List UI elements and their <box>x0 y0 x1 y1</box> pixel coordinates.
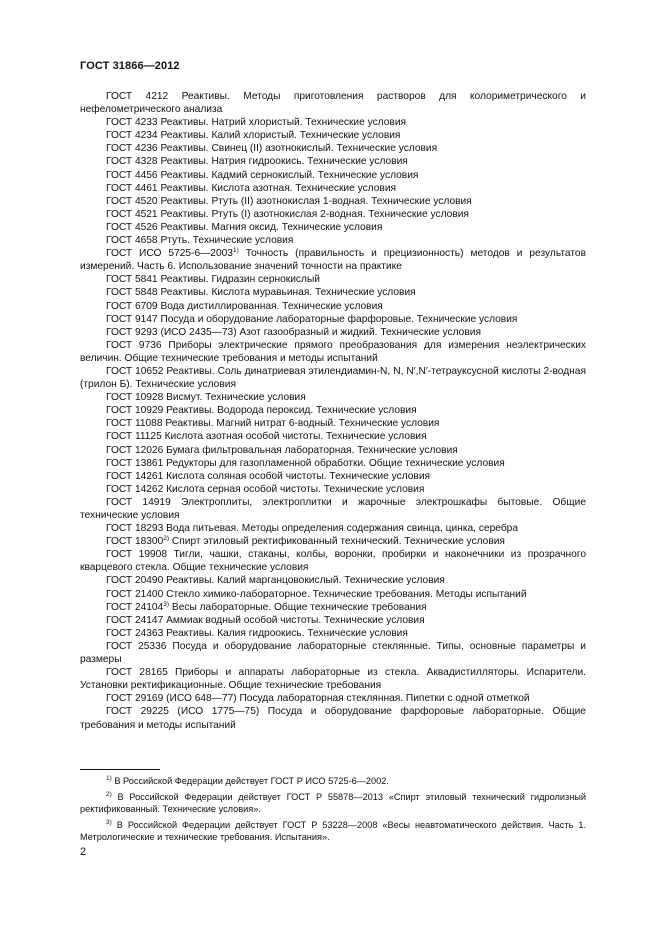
reference-code: ГОСТ 19908 <box>106 549 167 561</box>
reference-item <box>80 221 586 234</box>
reference-code: ГОСТ 4234 <box>106 130 158 142</box>
reference-title: Реактивы. Калий марганцовокислый. Технические условия <box>163 575 445 587</box>
reference-code: ГОСТ 20490 <box>106 575 164 587</box>
reference-title: Реактивы. Кадмий сернокислый. Технические условия <box>157 169 419 181</box>
document-header: ГОСТ 31866—2012 <box>80 60 180 72</box>
reference-code: ГОСТ 18300 <box>106 536 164 548</box>
reference-item <box>80 640 586 666</box>
reference-title: Посуда и оборудование лабораторные фарфоровые. Технические условия <box>157 313 518 325</box>
reference-title: Реактивы. Ртуть (II) азотнокислая 1-водная. Технические условия <box>157 195 472 207</box>
reference-title: Реактивы. Соль динатриевая этилендиамин-N, N, N′,N′-тетрауксусной кислоты 2-водная (трилон Б). Технические условия <box>80 365 586 391</box>
reference-title: Весы лабораторные. Общие технические требования <box>169 601 427 613</box>
reference-title: Электроплиты, электроплитки и жарочные электрошкафы бытовые. Общие технические условия <box>80 496 586 521</box>
reference-item <box>80 588 586 601</box>
reference-item <box>80 496 586 522</box>
footnote-text: В Российской Федерации действует ГОСТ Р 55878—2013 «Спирт этиловый технический гидролизный ректификованный. Технические условия». <box>80 791 586 815</box>
reference-code: ГОСТ 11125 <box>106 431 162 443</box>
reference-item <box>80 430 586 443</box>
reference-title: Кислота серная особой чистоты. Технические условия <box>163 483 425 495</box>
reference-code: ГОСТ 4328 <box>106 156 158 168</box>
reference-code: ГОСТ 12026 <box>106 444 164 456</box>
reference-code: ГОСТ 21400 <box>106 588 164 600</box>
reference-title: (ИСО 1775—75) Посуда и оборудование фарфоровые лабораторные. Общие требования и методы испытаний <box>80 706 586 731</box>
reference-title: Редукторы для газопламенной обработки. Общие технические условия <box>163 457 505 469</box>
reference-item <box>80 286 586 299</box>
reference-code: ГОСТ 14261 <box>106 470 164 482</box>
reference-code: ГОСТ 4461 <box>106 182 158 194</box>
reference-title: Реактивы. Магний нитрат 6-водный. Технические условия <box>162 418 440 430</box>
reference-title: Реактивы. Калий хлористый. Технические условия <box>157 130 401 142</box>
reference-item <box>80 391 586 404</box>
reference-title: (ИСО 648—77) Посуда лабораторная стеклянная. Пипетки с одной отметкой <box>163 693 530 705</box>
reference-item <box>80 574 586 587</box>
reference-item <box>80 129 586 142</box>
reference-code: ГОСТ 14919 <box>106 496 171 508</box>
reference-item <box>80 457 586 470</box>
reference-item <box>80 444 586 457</box>
reference-item <box>80 116 586 129</box>
reference-title: Реактивы. Натрия гидроокись. Технические условия <box>157 156 408 168</box>
reference-code: ГОСТ 9147 <box>106 313 158 325</box>
reference-item <box>80 195 586 208</box>
reference-item <box>80 142 586 155</box>
reference-code: ГОСТ 5841 <box>106 274 158 286</box>
reference-item <box>80 90 586 116</box>
reference-code: ГОСТ 4521 <box>106 208 158 220</box>
reference-item <box>80 535 586 548</box>
reference-item <box>80 365 586 391</box>
reference-code: ГОСТ 6709 <box>106 300 158 312</box>
reference-title: Кислота соляная особой чистоты. Технические условия <box>163 470 431 482</box>
reference-code: ГОСТ 4520 <box>106 195 158 207</box>
reference-title: Реактивы. Кислота азотная. Технические условия <box>157 182 397 194</box>
reference-item <box>80 601 586 614</box>
reference-item <box>80 522 586 535</box>
reference-code: ГОСТ 13861 <box>106 457 164 469</box>
reference-title: Приборы и аппараты лабораторные из стекла. Аквадистилляторы. Испарители. Установки ректификационные. Общие технические требования <box>80 667 586 692</box>
reference-item <box>80 300 586 313</box>
footnote-text: В Российской Федерации действует ГОСТ Р ИСО 5725-6—2002. <box>111 776 389 786</box>
footnote-number: 1) <box>106 775 112 782</box>
reference-title: Реактивы. Кислота муравьиная. Технические условия <box>157 287 416 299</box>
reference-title: Реактивы. Ртуть (I) азотнокислая 2-водная. Технические условия <box>157 208 469 220</box>
reference-item <box>80 404 586 417</box>
footnote-item <box>80 775 586 788</box>
footnote-divider <box>80 769 160 770</box>
reference-code: ГОСТ 9736 <box>106 339 162 351</box>
footnote-item <box>80 791 586 816</box>
reference-code: ГОСТ 4456 <box>106 169 158 181</box>
reference-title: Ртуть. Технические условия <box>157 235 294 247</box>
reference-item <box>80 273 586 286</box>
reference-title: Вода питьевая. Методы определения содержания свинца, цинка, серебра <box>163 523 518 535</box>
reference-title: Реактивы. Методы приготовления растворов для колориметрического и нефелометрического анализа <box>80 91 586 116</box>
reference-item <box>80 247 586 273</box>
reference-item <box>80 666 586 692</box>
reference-title: Приборы электрические прямого преобразования для измерения неэлектрических величин. Общие технические требования и методы испытаний <box>80 339 586 364</box>
reference-title: Бумага фильтровальная лабораторная. Технические условия <box>163 444 458 456</box>
footnote-marker: 1) <box>232 247 239 255</box>
reference-code: ГОСТ 4236 <box>106 143 158 155</box>
reference-item <box>80 182 586 195</box>
reference-code: ГОСТ 24147 <box>106 614 164 626</box>
reference-code: ГОСТ 4212 <box>106 91 169 102</box>
footnote-marker: 2) <box>163 535 170 543</box>
reference-title: Вода дистиллированная. Технические условия <box>157 300 383 312</box>
reference-title: Посуда и оборудование лабораторные стеклянные. Типы, основные параметры и размеры <box>80 640 587 666</box>
reference-code: ГОСТ 24104 <box>106 601 164 613</box>
reference-code: ГОСТ 5848 <box>106 287 158 299</box>
reference-item <box>80 169 586 182</box>
reference-code: ГОСТ 29169 <box>106 693 164 705</box>
reference-code: ГОСТ 14262 <box>106 483 164 495</box>
reference-item <box>80 627 586 640</box>
footnote-marker: 3) <box>163 600 170 608</box>
reference-code: ГОСТ 25336 <box>106 640 167 652</box>
reference-code: ГОСТ 4658 <box>106 235 158 247</box>
reference-item <box>80 705 586 731</box>
reference-title: Реактивы. Свинец (II) азотнокислый. Технические условия <box>157 143 438 155</box>
reference-item <box>80 326 586 339</box>
reference-item <box>80 483 586 496</box>
reference-title: Тигли, чашки, стаканы, колбы, воронки, пробирки и наконечники из прозрачного кварцевого стекла. Общие технические условия <box>80 549 586 574</box>
reference-title: Точность (правильность и прецизионность) методов и результатов измерений. Часть 6. Использование значений точности на практике <box>80 248 586 273</box>
reference-code: ГОСТ 9293 <box>106 326 158 338</box>
reference-title: Реактивы. Натрий хлористый. Технические условия <box>157 117 407 129</box>
reference-item <box>80 614 586 627</box>
reference-code: ГОСТ 18293 <box>106 523 164 535</box>
footnote-number: 2) <box>106 790 112 798</box>
reference-item <box>80 692 586 705</box>
reference-code: ГОСТ 10928 <box>106 392 164 404</box>
reference-title: Реактивы. Гидразин сернокислый <box>157 274 320 286</box>
page-number: 2 <box>80 846 87 858</box>
normative-references-list <box>80 90 586 732</box>
reference-title: Реактивы. Водорода пероксид. Технические условия <box>163 405 417 417</box>
reference-item <box>80 470 586 483</box>
reference-title: Спирт этиловый ректификованный технический. Технические условия <box>169 536 505 548</box>
reference-item <box>80 234 586 247</box>
reference-item <box>80 339 586 365</box>
reference-item <box>80 548 586 574</box>
reference-code: ГОСТ 11088 <box>106 418 163 430</box>
reference-code: ГОСТ 4526 <box>106 221 158 233</box>
reference-code: ГОСТ 4233 <box>106 117 158 129</box>
footnote-text: В Российской Федерации действует ГОСТ Р 53228—2008 «Весы неавтоматического действия. Часть 1. Метрологические и технические требования. Испытания». <box>80 819 586 843</box>
reference-item <box>80 313 586 326</box>
reference-code: ГОСТ 28165 <box>106 667 168 679</box>
reference-title: Висмут. Технические условия <box>163 392 306 404</box>
footnote-number: 3) <box>106 818 112 826</box>
reference-title: Реактивы. Калия гидроокись. Технические условия <box>163 627 408 639</box>
reference-code: ГОСТ ИСО 5725-6—2003 <box>106 248 233 260</box>
reference-title: Аммиак водный особой чистоты. Технические условия <box>163 614 425 626</box>
reference-title: Стекло химико-лабораторное. Технические требования. Методы испытаний <box>163 588 527 600</box>
reference-code: ГОСТ 10652 <box>106 365 164 377</box>
footnote-item <box>80 819 586 844</box>
reference-code: ГОСТ 29225 <box>106 706 169 718</box>
reference-item <box>80 208 586 221</box>
reference-item <box>80 155 586 168</box>
reference-code: ГОСТ 24363 <box>106 627 164 639</box>
reference-title: (ИСО 2435—73) Азот газообразный и жидкий. Технические условия <box>157 326 481 338</box>
reference-title: Кислота азотная особой чистоты. Технические условия <box>161 431 427 443</box>
footnotes-block <box>80 775 586 847</box>
reference-code: ГОСТ 10929 <box>106 405 164 417</box>
reference-item <box>80 417 586 430</box>
reference-title: Реактивы. Магния оксид. Технические условия <box>157 221 383 233</box>
